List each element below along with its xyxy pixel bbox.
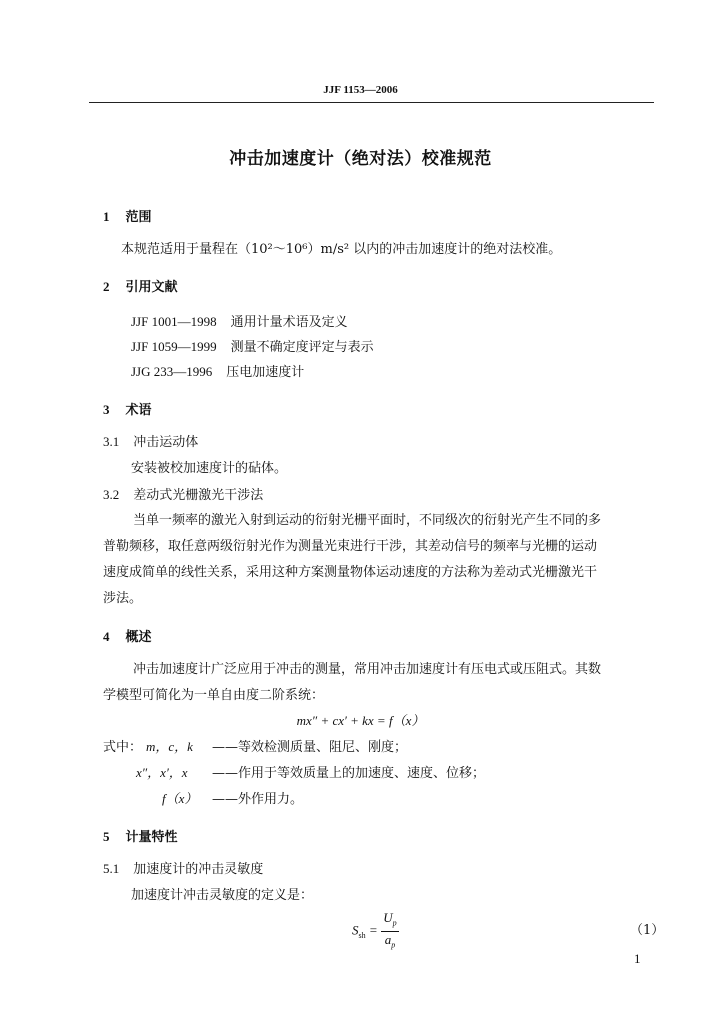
section-5-heading: 5 计量特性 — [103, 829, 178, 845]
section-1-text: 本规范适用于量程在（10²～10⁶）m/s² 以内的冲击加速度计的绝对法校准。 — [121, 242, 562, 257]
reference-item: JJF 1001—1998 通用计量术语及定义 — [131, 314, 348, 330]
section-1-heading: 1 范围 — [103, 209, 152, 225]
model-equation: mx″ + cx′ + kx = f（x） — [296, 713, 425, 728]
section-4-heading: 4 概述 — [103, 629, 152, 645]
section-3-heading: 3 术语 — [103, 402, 152, 418]
sensitivity-formula: $S_{sh}$ = $\frac{U_p}{a_p}$ — [352, 910, 397, 950]
reference-item: JJG 233—1996 压电加速度计 — [131, 364, 305, 380]
clause-5-1-heading: 5.1 加速度计的冲击灵敏度 — [103, 861, 264, 877]
where-description: ——作用于等效质量上的加速度、速度、位移； — [212, 766, 486, 781]
term-3-2-heading: 3.2 差动式光栅激光干涉法 — [103, 487, 264, 503]
paragraph-line: 普勒频移，取任意两级衍射光作为测量光束进行干涉，其差动信号的频率与光栅的运动 — [103, 539, 598, 554]
where-description: ——外作用力。 — [212, 792, 304, 807]
reference-item: JJF 1059—1999 测量不确定度评定与表示 — [131, 339, 374, 355]
term-3-1-heading: 3.1 冲击运动体 — [103, 434, 199, 450]
paragraph-line: 冲击加速度计广泛应用于冲击的测量，常用冲击加速度计有压电式或压阻式。其数 — [133, 662, 602, 677]
where-symbol: f（x） — [162, 791, 198, 806]
paragraph-line: 速度成简单的线性关系，采用这种方案测量物体运动速度的方法称为差动式光栅激光干 — [103, 565, 598, 580]
where-symbol: m，c，k — [146, 739, 193, 754]
section-2-heading: 2 引用文献 — [103, 279, 178, 295]
where-label: 式中： — [103, 740, 143, 755]
where-description: ——等效检测质量、阻尼、刚度； — [212, 740, 408, 755]
page-number: 1 — [634, 951, 641, 966]
where-symbol: x″，x′，x — [136, 765, 188, 780]
clause-5-1-text: 加速度计冲击灵敏度的定义是： — [131, 888, 314, 903]
paragraph-line: 学模型可简化为一单自由度二阶系统： — [103, 688, 325, 703]
page-title: 冲击加速度计（绝对法）校准规范 — [229, 149, 492, 169]
paragraph-line: 涉法。 — [103, 591, 143, 606]
paragraph-line: 当单一频率的激光入射到运动的衍射光栅平面时，不同级次的衍射光产生不同的多 — [133, 513, 602, 528]
equation-number: （1） — [630, 923, 665, 938]
document-code-header: JJF 1153—2006 — [323, 84, 398, 96]
header-rule — [89, 102, 654, 103]
term-3-1-text: 安装被校加速度计的砧体。 — [131, 461, 288, 476]
